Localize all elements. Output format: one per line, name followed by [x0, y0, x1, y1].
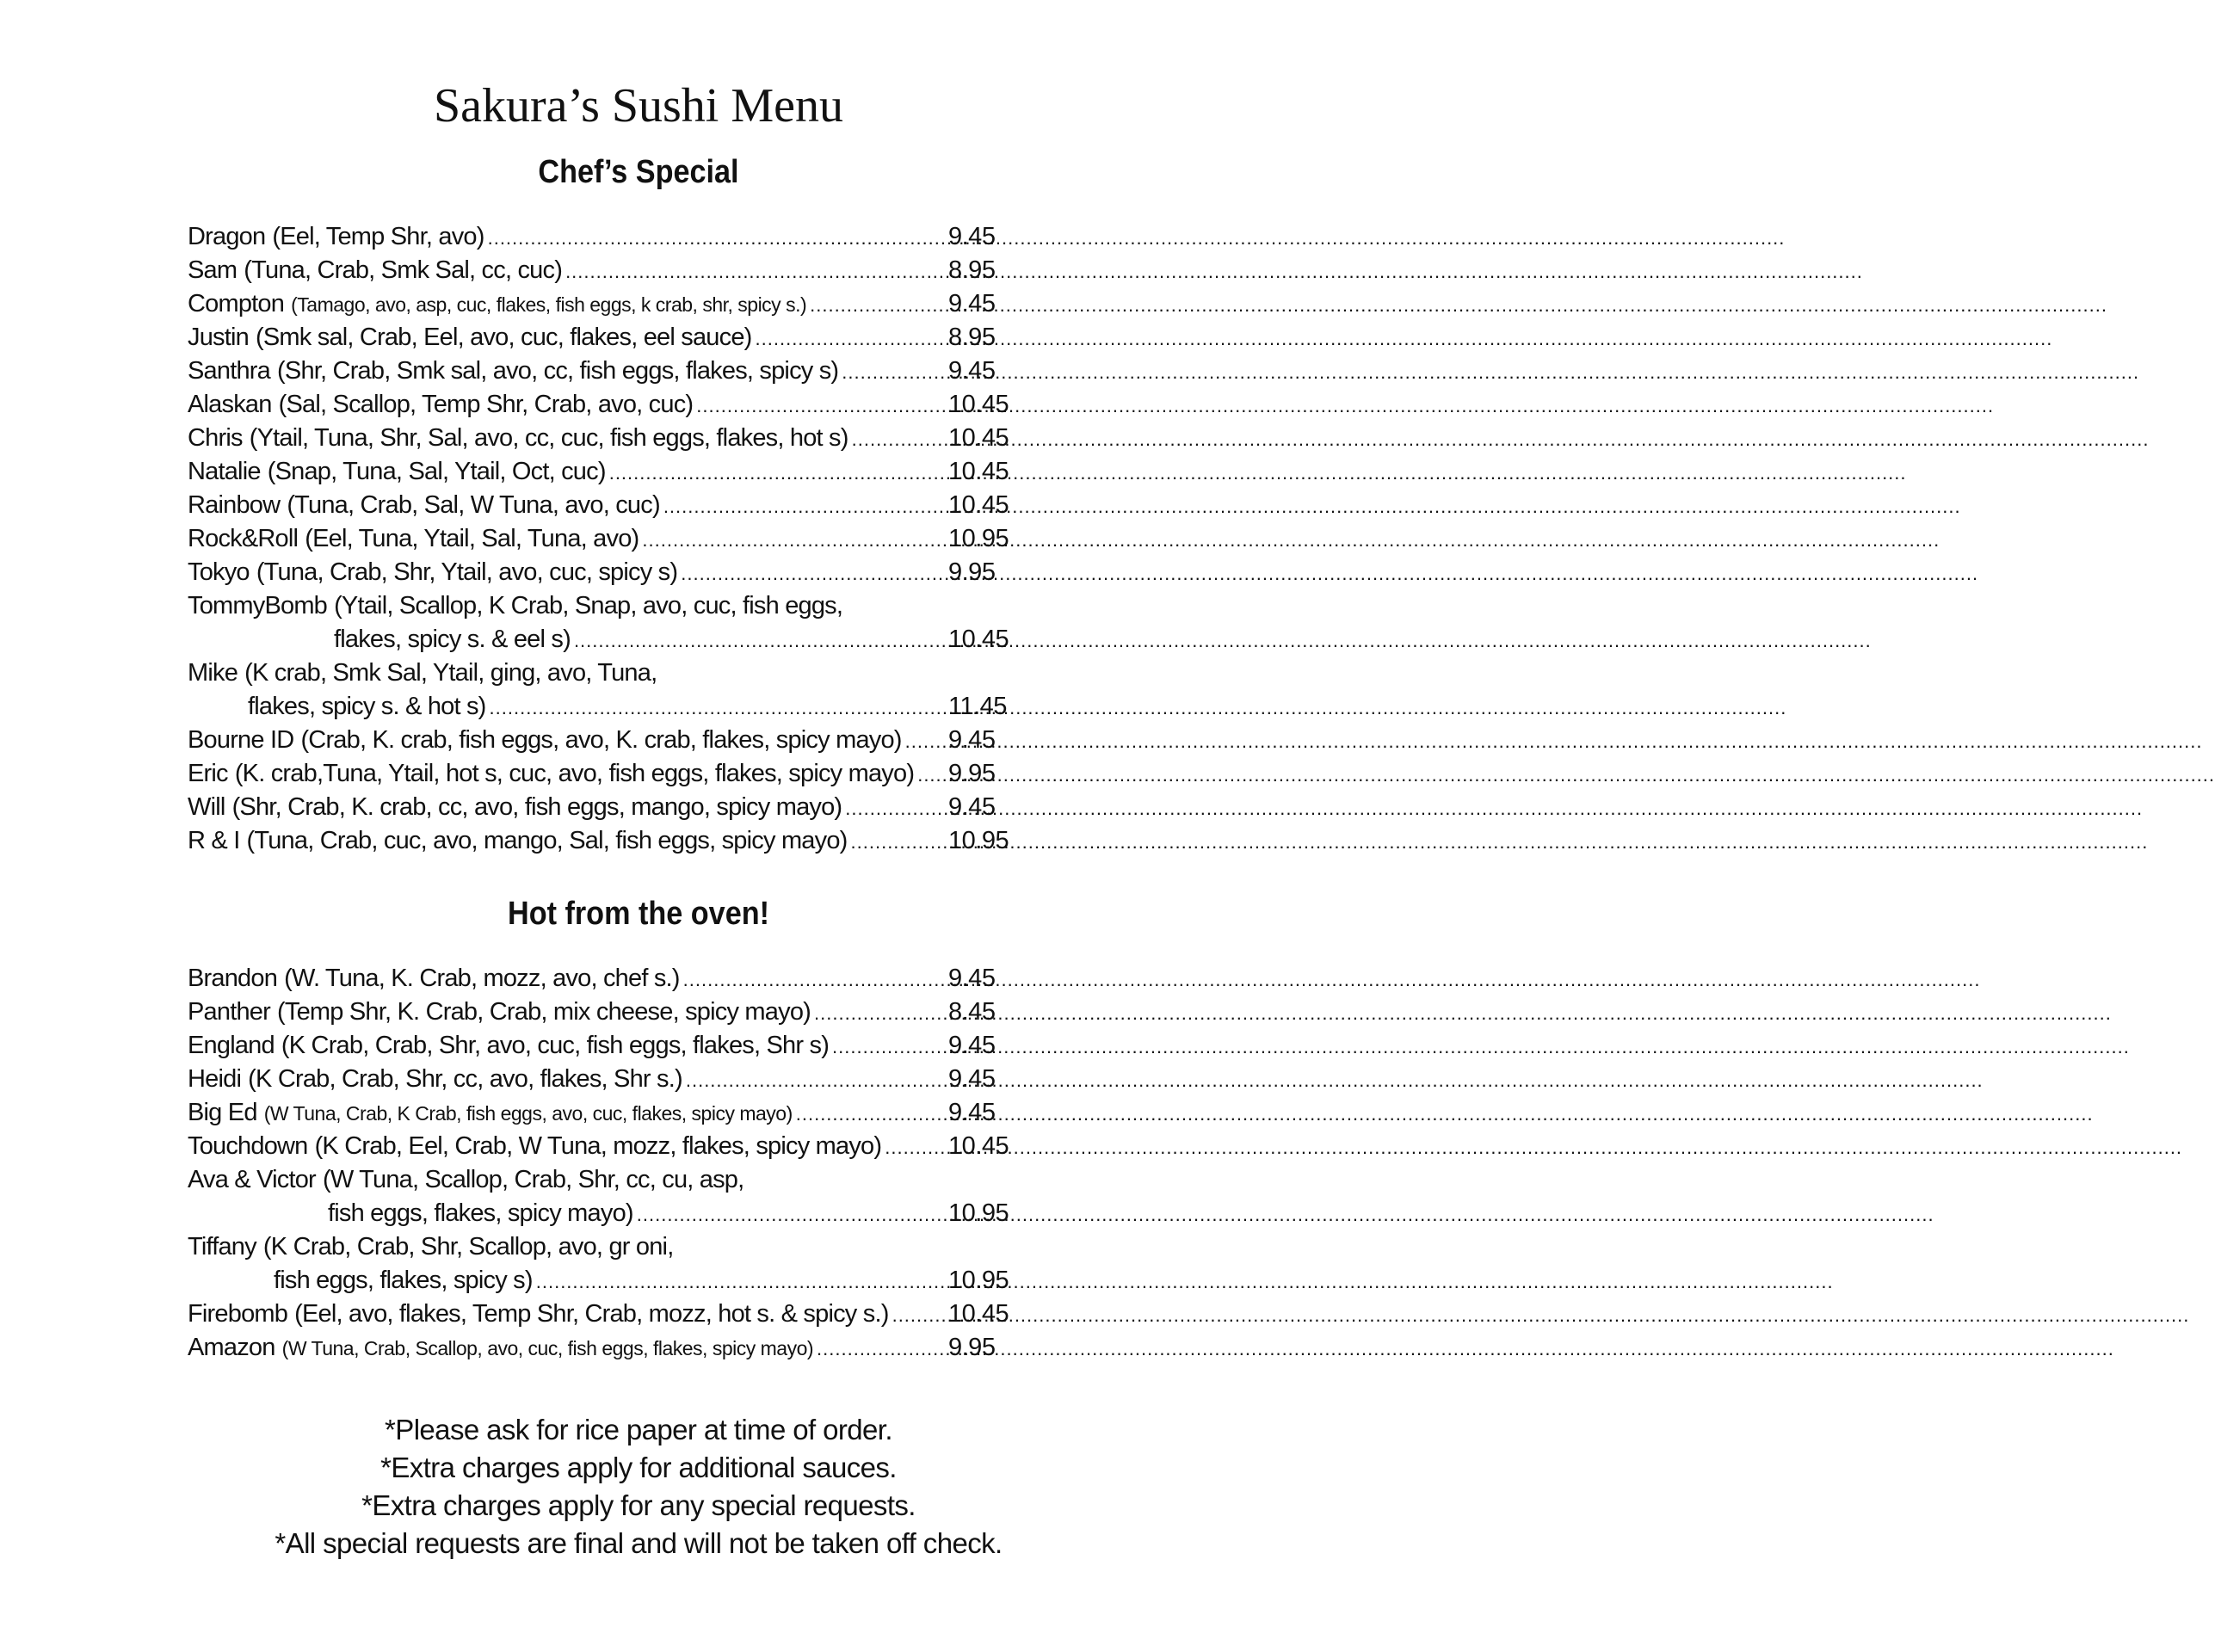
menu-item-text [188, 1063, 682, 1096]
dot-leader [536, 1265, 945, 1298]
menu-item-text [188, 321, 752, 354]
menu-item-name: Mike [188, 659, 238, 687]
menu-item-text [188, 724, 902, 757]
menu-item-line-continued [188, 623, 1009, 656]
menu-item [188, 556, 1009, 589]
menu-item-name: Tokyo [188, 558, 250, 586]
dot-leader [842, 355, 945, 389]
dot-leader [885, 1131, 945, 1164]
menu-item-line-continued [188, 1264, 1009, 1298]
menu-item-ingredients: (K Crab, Crab, Shr, Scallop, avo, gr oni, [262, 1233, 674, 1261]
menu-item-text [188, 1130, 881, 1163]
dot-leader [663, 490, 945, 523]
menu-item-ingredients: (Ytail, Scallop, K Crab, Snap, avo, cuc, fish eggs, [334, 592, 843, 620]
menu-item-ingredients: (K crab, Smk Sal, Ytail, ging, avo, Tuna, [244, 659, 657, 687]
menu-item [188, 996, 1009, 1029]
menu-item-price: 9.45 [948, 1099, 996, 1126]
menu-item-line [188, 589, 1009, 623]
menu-item-line [188, 1130, 1009, 1163]
menu-item-line [188, 388, 1009, 422]
menu-item [188, 757, 1009, 791]
menu-item-line [188, 1298, 1009, 1331]
menu-item-line [188, 489, 1009, 522]
menu-item [188, 422, 1009, 455]
dot-leader [817, 1332, 945, 1365]
menu-item-text [188, 1331, 813, 1365]
menu-item-name: Rainbow [188, 491, 281, 519]
menu-item-ingredients: (Tuna, Crab, Smk Sal, cc, cuc) [244, 256, 563, 284]
menu-item-name: Alaskan [188, 391, 272, 418]
menu-item-line [188, 556, 1009, 589]
menu-item-ingredients: (Temp Shr, K. Crab, Crab, mix cheese, spicy mayo) [277, 998, 811, 1026]
menu-item [188, 1029, 1009, 1063]
note-special-requests: *Extra charges apply for any special requests. [361, 1489, 916, 1521]
menu-item-name: Tiffany [188, 1233, 256, 1261]
menu-title: Sakura’s Sushi Menu [434, 79, 843, 133]
menu-item-text [188, 1029, 829, 1063]
menu-item [188, 1063, 1009, 1096]
menu-item-ingredients: (Smk sal, Crab, Eel, avo, cuc, flakes, eel sauce) [256, 324, 752, 351]
menu-item-text [188, 757, 914, 791]
menu-item-line [188, 522, 1009, 556]
dot-leader [845, 792, 945, 825]
menu-item-price: 10.45 [948, 491, 1009, 519]
menu-item-ingredients-continued: fish eggs, flakes, spicy s) [274, 1267, 533, 1294]
menu-item-ingredients: (Eel, avo, flakes, Temp Shr, Crab, mozz, hot s. & spicy s.) [294, 1300, 889, 1328]
menu-item-name: Firebomb [188, 1300, 288, 1328]
menu-item-line [188, 1096, 1009, 1130]
menu-item-ingredients-continued: flakes, spicy s. & eel s) [334, 626, 571, 653]
section-heading-chefs-special: Chef’s Special [538, 154, 739, 190]
menu-item-price: 9.95 [948, 558, 996, 586]
menu-item [188, 1130, 1009, 1163]
menu-item-price: 9.45 [948, 290, 996, 317]
menu-item-name: Rock&Roll [188, 525, 299, 552]
menu-item-name: Big Ed [188, 1099, 257, 1126]
menu-item-ingredients: (Tuna, Crab, Sal, W Tuna, avo, cuc) [287, 491, 660, 519]
menu-item-ingredients: (Snap, Tuna, Sal, Ytail, Oct, cuc) [267, 458, 606, 485]
dot-leader [681, 557, 945, 590]
menu-item-ingredients: (K. crab,Tuna, Ytail, hot s, cuc, avo, fish eggs, flakes, spicy mayo) [234, 760, 915, 787]
menu-item-text [188, 656, 657, 690]
menu-item-ingredients: (Sal, Scallop, Temp Shr, Crab, avo, cuc) [278, 391, 694, 418]
menu-item [188, 1331, 1009, 1365]
menu-item-line [188, 724, 1009, 757]
menu-item [188, 455, 1009, 489]
menu-item-price: 9.45 [948, 1065, 996, 1093]
hot-from-the-oven-list [188, 962, 1009, 1365]
menu-item-price: 9.45 [948, 965, 996, 992]
menu-item-name: Sam [188, 256, 238, 284]
menu-item-text [188, 1096, 793, 1131]
menu-item-name: Natalie [188, 458, 261, 485]
menu-item-ingredients-continued: fish eggs, flakes, spicy mayo) [328, 1199, 633, 1227]
menu-item-line [188, 1063, 1009, 1096]
menu-item-name: Heidi [188, 1065, 242, 1093]
menu-item-ingredients: (Crab, K. crab, fish eggs, avo, K. crab, flakes, spicy mayo) [300, 726, 902, 754]
menu-item-price: 10.45 [948, 391, 1009, 418]
menu-item-price: 10.95 [948, 1199, 1009, 1227]
note-final-requests: *All special requests are final and will not be taken off check. [275, 1527, 1003, 1559]
menu-item-text [188, 287, 806, 322]
menu-item-line-continued [188, 1197, 1009, 1230]
menu-item-line [188, 1331, 1009, 1365]
dot-leader [892, 1298, 945, 1332]
menu-item-price: 9.45 [948, 357, 996, 385]
menu-item-price: 8.95 [948, 324, 996, 351]
menu-item-text [188, 962, 680, 996]
dot-leader [810, 288, 945, 322]
menu-item-price: 11.45 [948, 693, 1007, 720]
menu-notes [0, 1411, 1277, 1563]
menu-item-price: 10.45 [948, 626, 1009, 653]
menu-item [188, 354, 1009, 388]
menu-item-ingredients: (W. Tuna, K. Crab, mozz, avo, chef s.) [284, 965, 680, 992]
dot-leader [905, 724, 945, 758]
menu-item-ingredients: (W Tuna, Crab, Scallop, avo, cuc, fish eggs, flakes, spicy mayo) [281, 1337, 814, 1359]
menu-item-name: Ava & Victor [188, 1166, 316, 1193]
menu-item-line [188, 422, 1009, 455]
menu-item-name: Bourne ID [188, 726, 294, 754]
dot-leader [642, 523, 945, 557]
dot-leader [917, 758, 945, 792]
menu-item [188, 220, 1009, 254]
dot-leader [696, 389, 945, 422]
menu-item-price: 10.45 [948, 424, 1009, 452]
menu-item [188, 724, 1009, 757]
menu-item-price: 8.95 [948, 256, 996, 284]
dot-leader [851, 825, 945, 859]
dot-leader [574, 624, 945, 657]
menu-item-line [188, 354, 1009, 388]
menu-item-name: Dragon [188, 223, 266, 250]
menu-item-name: Compton [188, 290, 285, 317]
menu-item-name: Santhra [188, 357, 270, 385]
menu-item-ingredients: (Tamago, avo, asp, cuc, flakes, fish eggs, k crab, shr, spicy s.) [291, 293, 807, 316]
menu-item-name: England [188, 1032, 275, 1059]
menu-item-text [188, 824, 848, 858]
menu-item-text [188, 996, 811, 1029]
menu-item [188, 824, 1009, 858]
note-extra-sauces: *Extra charges apply for additional sauces. [380, 1452, 897, 1483]
menu-item [188, 489, 1009, 522]
menu-item-price: 10.95 [948, 525, 1009, 552]
menu-item-text [188, 556, 677, 589]
dot-leader [637, 1198, 945, 1231]
menu-item [188, 522, 1009, 556]
dot-leader [683, 963, 945, 996]
menu-item-name: Chris [188, 424, 243, 452]
menu-item-ingredients: (Eel, Temp Shr, avo) [272, 223, 484, 250]
menu-item-text [188, 489, 660, 522]
menu-item-ingredients: (Eel, Tuna, Ytail, Sal, Tuna, avo) [305, 525, 639, 552]
menu-item [188, 254, 1009, 287]
menu-item [188, 1096, 1009, 1130]
menu-item-price: 10.95 [948, 1267, 1009, 1294]
menu-item-line [188, 791, 1009, 824]
note-rice-paper: *Please ask for rice paper at time of order. [385, 1414, 892, 1446]
menu-item-line [188, 757, 1009, 791]
menu-item-price: 9.45 [948, 726, 996, 754]
menu-item-line [188, 254, 1009, 287]
dot-leader [490, 691, 945, 724]
menu-item-price: 8.45 [948, 998, 996, 1026]
menu-item-ingredients: (Shr, Crab, Smk sal, avo, cc, fish eggs, flakes, spicy s) [277, 357, 839, 385]
menu-item-name: Will [188, 793, 225, 821]
dot-leader [686, 1063, 945, 1097]
menu-item-text [188, 422, 848, 455]
menu-item-price: 10.45 [948, 1132, 1009, 1160]
menu-item [188, 791, 1009, 824]
menu-item-price: 9.45 [948, 223, 996, 250]
menu-item [188, 1298, 1009, 1331]
dot-leader [565, 255, 945, 288]
menu-item-text [188, 388, 693, 422]
menu-item-name: Amazon [188, 1334, 275, 1361]
dot-leader [852, 422, 945, 456]
menu-item-name: Eric [188, 760, 228, 787]
menu-item-name: Justin [188, 324, 249, 351]
menu-item [188, 287, 1009, 321]
menu-item-text [188, 589, 842, 623]
menu-item-ingredients: (W Tuna, Crab, K Crab, fish eggs, avo, cuc, flakes, spicy mayo) [263, 1102, 793, 1125]
menu-item [188, 388, 1009, 422]
dot-leader [488, 221, 945, 255]
menu-item-line [188, 455, 1009, 489]
menu-item-line [188, 996, 1009, 1029]
menu-item-line [188, 1230, 1009, 1264]
dot-leader [609, 456, 945, 490]
menu-item-line [188, 1029, 1009, 1063]
menu-item-line [188, 962, 1009, 996]
menu-item-ingredients-continued: flakes, spicy s. & hot s) [248, 693, 486, 720]
section-heading-hot-from-the-oven: Hot from the oven! [507, 896, 770, 932]
menu-item [188, 962, 1009, 996]
menu-item-ingredients: (Shr, Crab, K. crab, cc, avo, fish eggs, mango, spicy mayo) [231, 793, 842, 821]
menu-item [188, 589, 1009, 656]
menu-item-name: TommyBomb [188, 592, 327, 620]
chefs-special-list [188, 220, 1009, 858]
dot-leader [796, 1097, 945, 1131]
menu-item-text [188, 354, 838, 388]
menu-item [188, 1230, 1009, 1298]
menu-item-text [188, 791, 842, 824]
dot-leader [832, 1030, 945, 1063]
menu-item-ingredients: (Ytail, Tuna, Shr, Sal, avo, cc, cuc, fish eggs, flakes, hot s) [249, 424, 848, 452]
menu-item-text [188, 1298, 889, 1331]
menu-item-price: 9.95 [948, 760, 996, 787]
dot-leader [814, 996, 945, 1030]
menu-item-line-continued [188, 690, 1009, 724]
menu-item-ingredients: (Tuna, Crab, Shr, Ytail, avo, cuc, spicy s) [256, 558, 678, 586]
menu-item-price: 10.45 [948, 458, 1009, 485]
menu-item-text [188, 1230, 673, 1264]
menu-item-ingredients: (K Crab, Crab, Shr, avo, cuc, fish eggs, flakes, Shr s) [281, 1032, 830, 1059]
menu-item-text [188, 522, 639, 556]
menu-item-line [188, 321, 1009, 354]
menu-item-line [188, 656, 1009, 690]
menu-item-line [188, 287, 1009, 321]
menu-item-line [188, 220, 1009, 254]
menu-item-price: 9.45 [948, 1032, 996, 1059]
menu-item-name: Panther [188, 998, 270, 1026]
menu-item-price: 10.45 [948, 1300, 1009, 1328]
menu-item-name: Brandon [188, 965, 278, 992]
menu-item-text [188, 220, 484, 254]
menu-item-line [188, 824, 1009, 858]
menu-item-line [188, 1163, 1009, 1197]
menu-item-text [188, 455, 606, 489]
menu-item [188, 656, 1009, 724]
dot-leader [756, 322, 945, 355]
menu-item-name: R & I [188, 827, 240, 854]
menu-item-ingredients: (K Crab, Crab, Shr, cc, avo, flakes, Shr s.) [248, 1065, 682, 1093]
menu-item-name: Touchdown [188, 1132, 308, 1160]
menu-item [188, 321, 1009, 354]
menu-item-ingredients: (W Tuna, Scallop, Crab, Shr, cc, cu, asp, [322, 1166, 744, 1193]
menu-item-text [188, 254, 562, 287]
menu-item [188, 1163, 1009, 1230]
menu-item-ingredients: (Tuna, Crab, cuc, avo, mango, Sal, fish eggs, spicy mayo) [246, 827, 848, 854]
menu-item-price: 9.45 [948, 793, 996, 821]
menu-item-price: 10.95 [948, 827, 1009, 854]
menu-item-text [188, 1163, 743, 1197]
menu-item-ingredients: (K Crab, Eel, Crab, W Tuna, mozz, flakes, spicy mayo) [314, 1132, 882, 1160]
menu-item-price: 9.95 [948, 1334, 996, 1361]
